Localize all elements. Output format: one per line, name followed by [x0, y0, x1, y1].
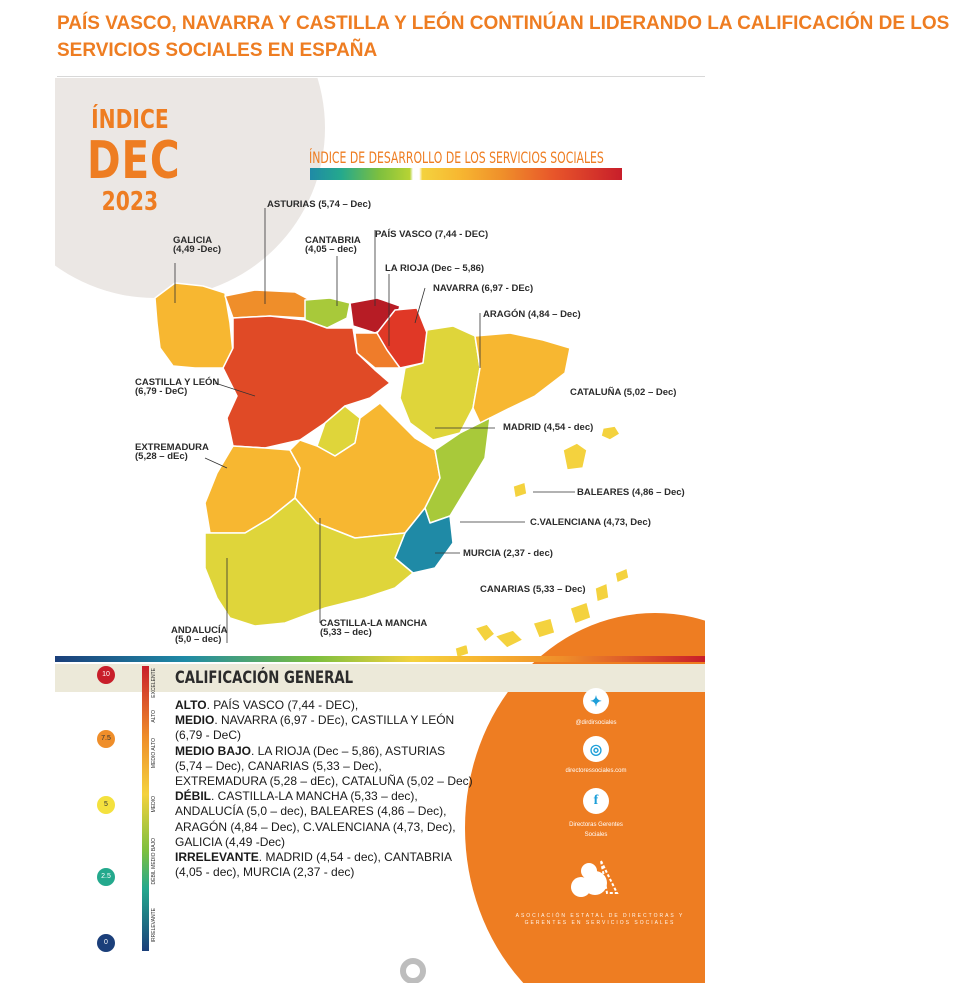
globe-icon[interactable]: ◎ [583, 736, 609, 762]
label-madrid: MADRID (4,54 - dec) [503, 422, 594, 433]
label-andalucia-2: (5,0 – dec) [175, 634, 222, 645]
region-galicia [155, 283, 233, 368]
rating-irrelevante-text: . MADRID (4,54 - dec), CANTABRIA (4,05 - dec), MURCIA (2,37 - dec) [175, 850, 452, 880]
headline: PAÍS VASCO, NAVARRA Y CASTILLA Y LEÓN CONTINÚAN LIDERANDO LA CALIFICACIÓN DE LOS SERVICIOS SOCIALES EN ESPAÑA [57, 13, 950, 61]
rating-medio-label: MEDIO [175, 713, 215, 728]
label-asturias: ASTURIAS (5,74 – Dec) [267, 199, 372, 210]
label-canarias: CANARIAS (5,33 – Dec) [480, 584, 586, 595]
page-indicator[interactable] [400, 958, 426, 983]
scale-dot-2-5: 2.5 [97, 868, 115, 886]
twitter-handle[interactable]: @dirdirsociales [575, 720, 617, 726]
band-medio: MEDIO [151, 796, 157, 813]
label-valenciana: C.VALENCIANA (4,73, Dec) [530, 517, 651, 528]
label-baleares: BALEARES (4,86 – Dec) [577, 487, 685, 498]
scale-title: ÍNDICE DE DESARROLLO DE LOS SERVICIOS SOCIALES [309, 148, 604, 167]
band-alto: ALTO [151, 710, 157, 723]
label-cantabria-2: (4,05 – dec) [305, 244, 357, 255]
rating-irrelevante-label: IRRELEVANTE [175, 850, 259, 865]
label-extremadura-2: (5,28 – dEc) [135, 451, 188, 462]
divider [57, 76, 705, 77]
legend-color-strip [55, 656, 705, 662]
label-murcia: MURCIA (2,37 - dec) [463, 548, 553, 559]
website-link[interactable]: directoressociales.com [565, 768, 627, 774]
association-logo-icon [565, 853, 625, 903]
label-pais-vasco: PAÍS VASCO (7,44 - DEC) [375, 229, 489, 240]
facebook-name-1[interactable]: Directoras Gerentes [569, 822, 623, 828]
label-castilla-mancha-2: (5,33 – dec) [320, 627, 372, 638]
region-asturias [225, 290, 310, 318]
label-andalucia-1: ANDALUCÍA [171, 625, 228, 636]
label-castilla-leon-2: (6,79 - DeC) [135, 386, 188, 397]
label-navarra: NAVARRA (6,97 - DEc) [433, 283, 534, 294]
rating-medio-bajo-text: . LA RIOJA (Dec – 5,86), ASTURIAS (5,74 – Dec), CANARIAS (5,33 – Dec), EXTREMADURA (5,28 – dEc), CATALUÑA (5,02 – Dec) [175, 743, 473, 789]
infographic-poster [55, 78, 705, 983]
legend-title: CALIFICACIÓN GENERAL [175, 668, 354, 688]
region-cataluna [473, 333, 570, 423]
band-medio-alto: MEDIO ALTO [151, 738, 157, 769]
label-la-rioja: LA RIOJA (Dec – 5,86) [385, 263, 485, 274]
rating-debil-label: DÉBIL [175, 789, 211, 804]
label-galicia-1: GALICIA [173, 235, 213, 246]
rating-alto-text: . PAÍS VASCO (7,44 - DEC), [206, 698, 359, 712]
badge-line3: 2023 [101, 187, 159, 217]
ratings-text [175, 698, 475, 880]
facebook-name-2[interactable]: Sociales [584, 832, 608, 838]
scale-dot-10: 10 [97, 666, 115, 684]
badge-line2: DEC [87, 131, 181, 191]
band-debil-medio-bajo: DÉBIL MEDIO BAJO [151, 838, 157, 885]
label-castilla-leon-1: CASTILLA Y LEÓN [135, 377, 220, 388]
rating-medio-bajo-label: MEDIO BAJO [175, 743, 252, 758]
label-cataluna: CATALUÑA (5,02 – Dec) [570, 387, 677, 398]
rating-alto-label: ALTO [175, 698, 207, 712]
label-castilla-mancha-1: CASTILLA-LA MANCHA [320, 618, 428, 629]
rating-scale-bar [142, 666, 149, 951]
twitter-icon[interactable]: ✦ [583, 688, 609, 714]
band-irrelevante: IRRELEVANTE [151, 908, 157, 943]
scale-dot-7-5: 7.5 [97, 730, 115, 748]
facebook-icon[interactable]: f [583, 788, 609, 814]
scale-dot-0: 0 [97, 934, 115, 952]
badge-line1: ÍNDICE [91, 105, 169, 135]
label-galicia-2: (4,49 -Dec) [173, 244, 222, 255]
label-extremadura-1: EXTREMADURA [135, 442, 209, 453]
rating-medio-text: . NAVARRA (6,97 - DEc), CASTILLA Y LEÓN (6,79 - DeC) [175, 713, 455, 743]
label-aragon: ARAGÓN (4,84 – Dec) [483, 309, 581, 320]
label-cantabria-1: CANTABRIA [305, 235, 361, 246]
scale-dot-5: 5 [97, 796, 115, 814]
rating-debil-text: . CASTILLA-LA MANCHA (5,33 – dec), ANDALUCÍA (5,0 – dec), BALEARES (4,86 – Dec), ARAGÓN (4,84 – Dec), C.VALENCIANA (4,73, Dec), GALICIA (4,49 -Dec) [175, 789, 456, 849]
band-excelente: EXCELENTE [151, 668, 157, 698]
association-name: ASOCIACIÓN ESTATAL DE DIRECTORAS Y GERENTES EN SERVICIOS SOCIALES [515, 913, 685, 926]
